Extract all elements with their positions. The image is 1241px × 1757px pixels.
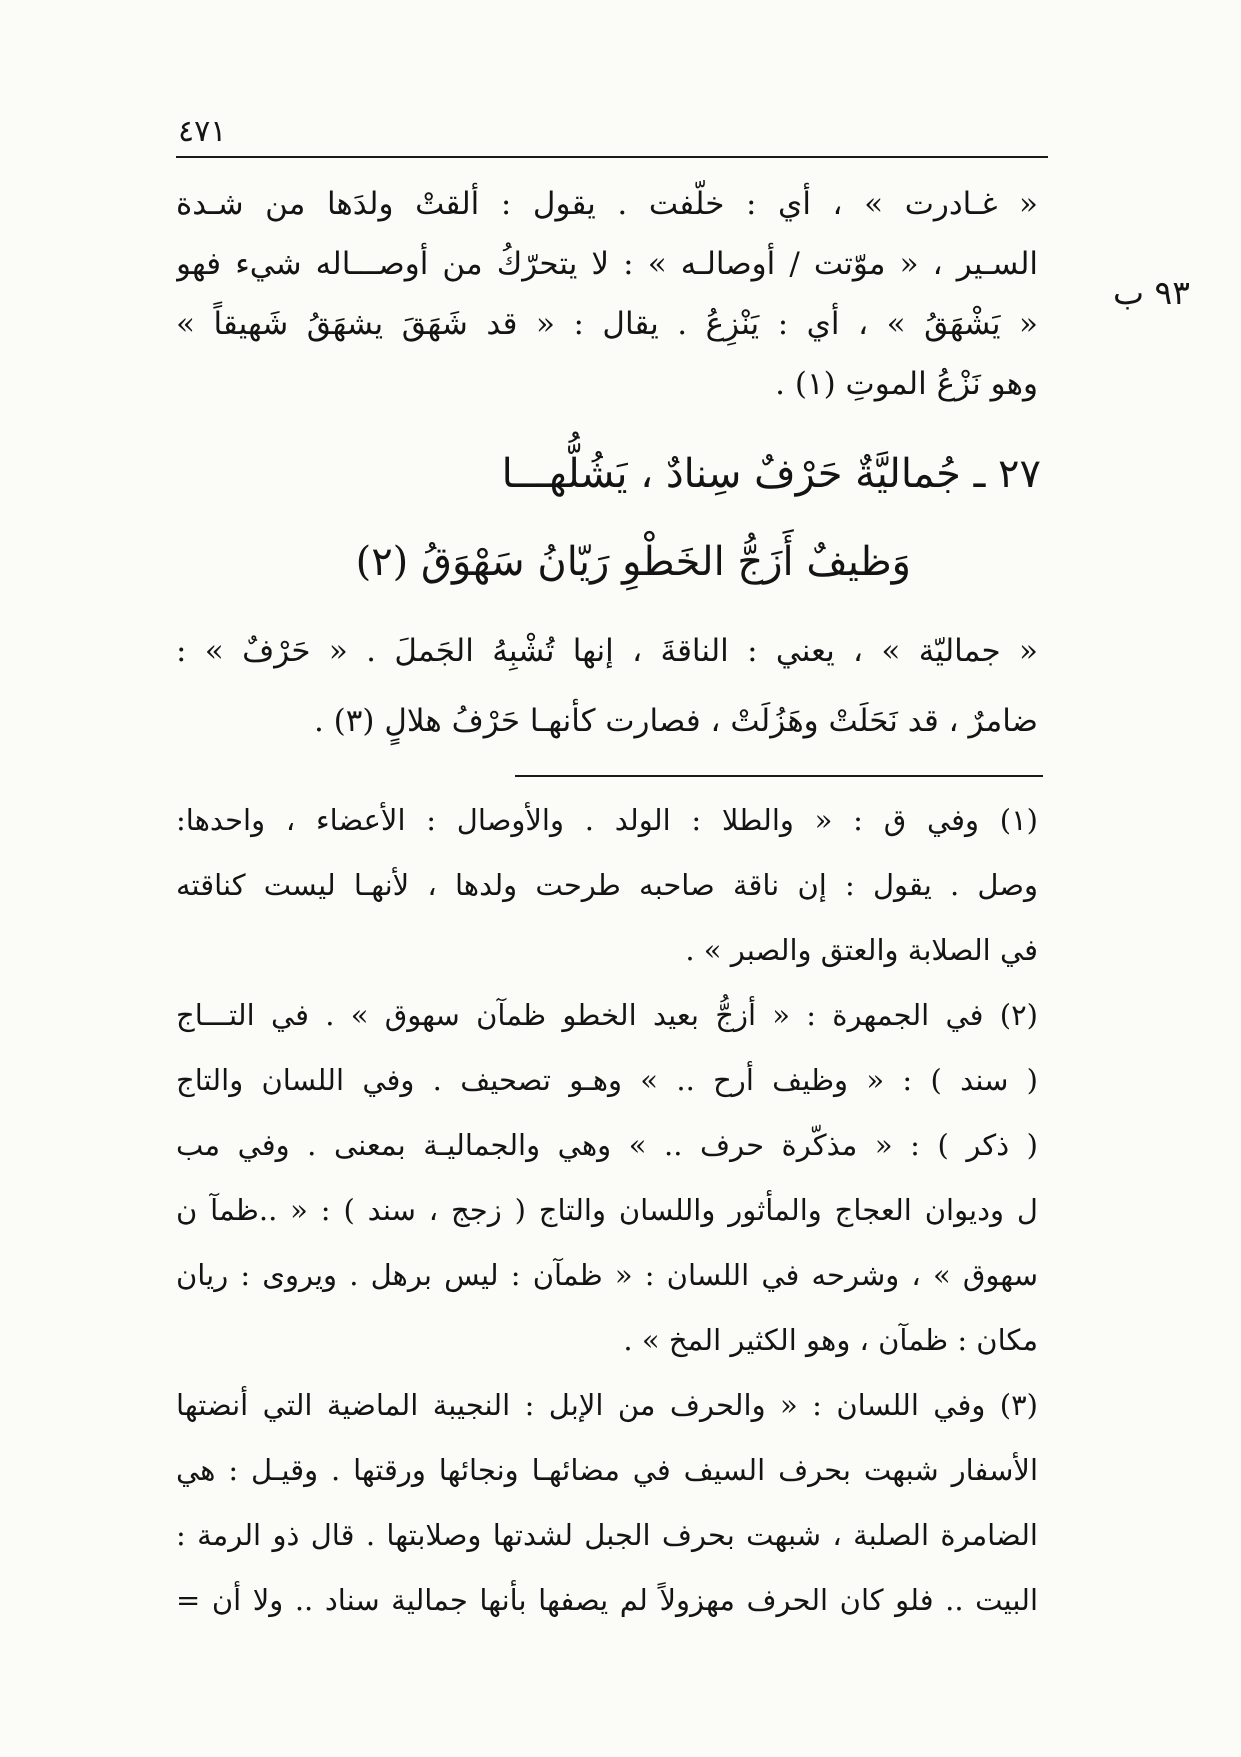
body-line-4: وهو نَزْعُ الموتِ (١) . xyxy=(775,366,1038,402)
footnote-line-8: سهوق » ، وشرحه في اللسان : « ظمآن : ليس برهل . ويروى : ريان xyxy=(176,1258,1038,1292)
verse-second-hemistich: وَظيفٌ أَزَجُّ الخَطْوِ رَيّانُ سَهْوَقُ (٢) xyxy=(355,539,911,585)
verse-first-hemistich: ٢٧ ـ جُماليَّةٌ حَرْفٌ سِنادٌ ، يَشُلُّهـــا xyxy=(501,451,1041,497)
page-number: ٤٧١ xyxy=(178,114,227,149)
footnote-line-13: البيت .. فلو كان الحرف مهزولاً لم يصفها بأنها جمالية سناد .. ولا أن = xyxy=(176,1583,1038,1617)
footnote-line-1: (١) وفي ق : « والطلا : الولد . والأوصال : الأعضاء ، واحدها: xyxy=(176,803,1038,837)
footnote-line-5: ( سند ) : « وظيف أرح .. » وهـو تصحيف . وفي اللسان والتاج xyxy=(176,1063,1038,1097)
footnote-line-3: في الصلابة والعتق والصبر » . xyxy=(685,933,1038,967)
commentary-line-2: ضامرٌ ، قد نَحَلَتْ وهَزُلَتْ ، فصارت كأنهـا حَرْفُ هلالٍ (٣) . xyxy=(313,703,1038,739)
footnote-line-7: ل وديوان العجاج والمأثور واللسان والتاج ( زجج ، سند ) : « ..ظمآ ن xyxy=(176,1193,1038,1227)
footnote-line-10: (٣) وفي اللسان : « والحرف من الإبل : النجيبة الماضية التي أنضتها xyxy=(176,1388,1038,1422)
body-line-2: السـير ، « موّتت / أوصالـه » : لا يتحرّكُ من أوصـــاله شيء فهو xyxy=(176,246,1038,282)
margin-folio-reference: ٩٣ ب xyxy=(1112,273,1190,312)
body-line-3: « يَشْهَقُ » ، أي : يَنْزِعُ . يقال : « قد شَهَقَ يشهَقُ شَهيقاً » xyxy=(176,306,1038,342)
footnote-rule xyxy=(515,775,1043,777)
body-line-1: « غـادرت » ، أي : خلّفت . يقول : ألقتْ ولدَها من شـدة xyxy=(176,186,1038,222)
commentary-line-1: « جماليّة » ، يعني : الناقةَ ، إنها تُشْبِهُ الجَملَ . « حَرْفٌ » : xyxy=(176,633,1038,669)
footnote-line-9: مكان : ظمآن ، وهو الكثير المخ » . xyxy=(623,1323,1038,1357)
footnote-line-4: (٢) في الجمهرة : « أزجُّ بعيد الخطو ظمآن سهوق » . في التـــاج xyxy=(176,998,1038,1032)
footnote-line-6: ( ذكر ) : « مذكّرة حرف .. » وهي والجماليـة بمعنى . وفي مب xyxy=(176,1128,1038,1162)
footnote-line-2: وصل . يقول : إن ناقة صاحبه طرحت ولدها ، لأنهـا ليست كناقته xyxy=(176,868,1038,902)
footnote-line-12: الضامرة الصلبة ، شبهت بحرف الجبل لشدتها وصلابتها . قال ذو الرمة : xyxy=(176,1518,1038,1552)
footnote-line-11: الأسفار شبهت بحرف السيف في مضائهـا ونجائها ورقتها . وقيـل : هي xyxy=(176,1453,1038,1487)
header-rule xyxy=(176,156,1048,158)
